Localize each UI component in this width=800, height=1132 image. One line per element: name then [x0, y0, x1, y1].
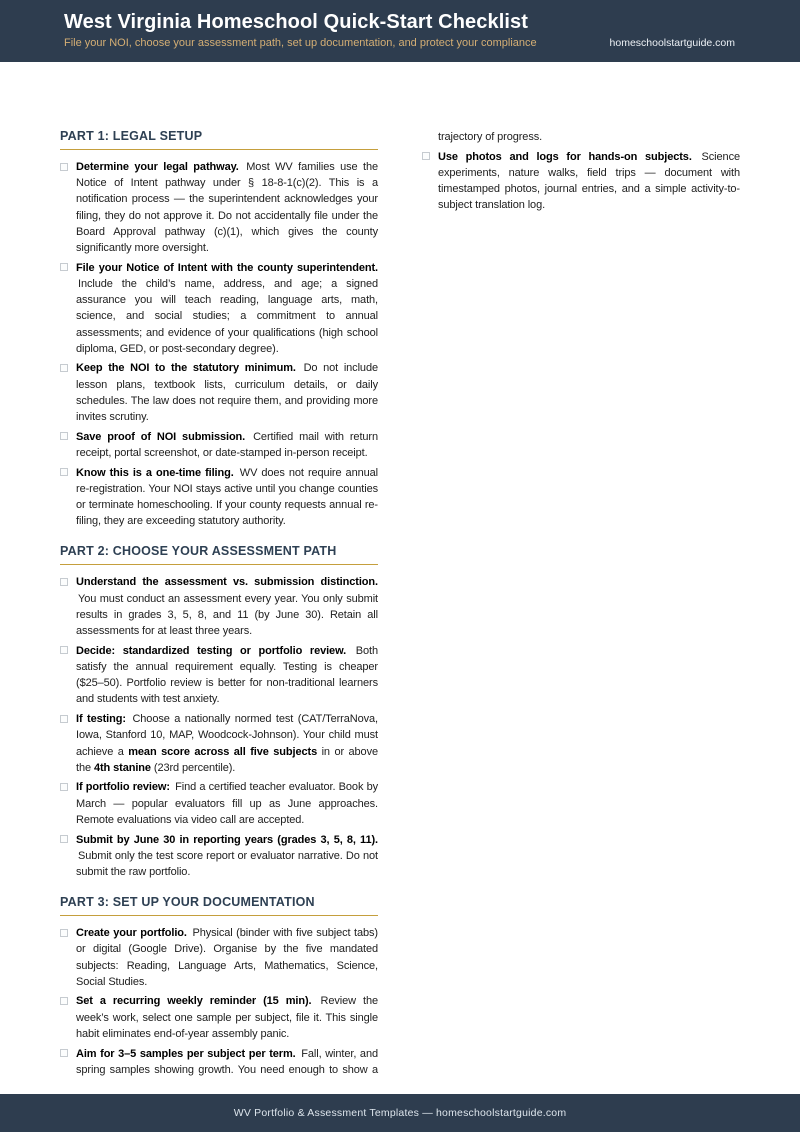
- checklist-item: [60, 832, 378, 881]
- item-checkbox[interactable]: [60, 929, 68, 937]
- heading-rule: [60, 915, 378, 916]
- item-lead: File your Notice of Intent with the county superintendent.: [76, 261, 378, 274]
- item-body: Find a certified teacher evaluator. Book by March — popular evaluators fill up as June approaches. Remote evaluations via video call are accepted.: [76, 781, 378, 826]
- item-lead: Submit by June 30 in reporting years (grades 3, 5, 8, 11).: [76, 833, 378, 846]
- section: [60, 129, 378, 529]
- item-body: You must conduct an assessment every year. You only submit results in grades 3, 5, 8, and 11 (by June 30). Retain all assessments for at least three years.: [76, 592, 378, 638]
- item-body: Do not include lesson plans, textbook lists, curriculum details, or daily schedules. The law does not require them, and providing more invites scrutiny.: [76, 362, 378, 424]
- item-lead: Decide: standardized testing or portfolio review.: [76, 644, 347, 657]
- item-body: WV does not require annual re-registration. Your NOI stays active until you change counties or terminate homeschooling. If your county requests annual re-filing, they are exceeding statutory authority.: [76, 466, 378, 528]
- section: [60, 544, 378, 880]
- header: [0, 0, 800, 62]
- page-title: West Virginia Homeschool Quick-Start Checklist: [64, 11, 528, 33]
- item-checkbox[interactable]: [60, 468, 68, 476]
- item-body: Fall, winter, and spring samples showing growth. You need enough to show a trajectory of progress.: [76, 131, 543, 1076]
- item-checkbox[interactable]: [60, 997, 68, 1005]
- item-lead: Keep the NOI to the statutory minimum.: [76, 362, 296, 375]
- item-lead: Create your portfolio.: [76, 927, 187, 940]
- item-checkbox[interactable]: [422, 152, 430, 160]
- item-checkbox[interactable]: [60, 263, 68, 271]
- item-lead: Save proof of NOI submission.: [76, 430, 246, 443]
- item-body: Review the week’s work, select one sample per subject, file it. This single habit eliminates end-of-year assembly panic.: [76, 995, 378, 1040]
- item-checkbox[interactable]: [60, 715, 68, 723]
- footer-text: WV Portfolio & Assessment Templates — homeschoolstartguide.com: [233, 1107, 567, 1119]
- footer: [0, 1094, 800, 1132]
- item-lead: Aim for 3–5 samples per subject per term.: [76, 1047, 296, 1060]
- item-lead: Understand the assessment vs. submission distinction.: [76, 576, 378, 589]
- item-checkbox[interactable]: [60, 163, 68, 171]
- checklist-item: [60, 429, 378, 461]
- checklist-item: [60, 925, 378, 990]
- item-checkbox[interactable]: [60, 835, 68, 843]
- section-heading: PART 2: CHOOSE YOUR ASSESSMENT PATH: [60, 544, 337, 559]
- checklist-item: [60, 465, 378, 530]
- item-lead: If testing:: [76, 713, 126, 726]
- item-checkbox[interactable]: [60, 364, 68, 372]
- item-checkbox[interactable]: [60, 578, 68, 586]
- checklist-item: [60, 993, 378, 1042]
- item-lead: Set a recurring weekly reminder (15 min).: [76, 995, 312, 1008]
- site-url: homeschoolstartguide.com: [609, 37, 735, 49]
- item-body: Most WV families use the Notice of Intent pathway under § 18-8-1(c)(2). This is a notification process — the superintendent acknowledges your filing, they do not approve it. Do not accidentally file under the Board Approval pathway (c)(1), which gives the county significantly more oversight.: [76, 161, 378, 255]
- heading-rule: [60, 149, 378, 150]
- item-checkbox[interactable]: [60, 783, 68, 791]
- checklist-item: [60, 574, 378, 639]
- checklist-item: [60, 360, 378, 425]
- item-body: Physical (binder with five subject tabs) or digital (Google Drive). Organise by the five mandated subjects: Reading, Language Arts, Mathematics, Science, Social Studies.: [76, 927, 378, 988]
- item-checkbox[interactable]: [60, 1049, 68, 1057]
- checklist-columns: [60, 129, 740, 1090]
- item-body: Submit only the test score report or evaluator narrative. Do not submit the raw portfolio.: [76, 849, 378, 878]
- section-heading: PART 1: LEGAL SETUP: [60, 129, 203, 143]
- item-body: Both satisfy the annual requirement equally. Testing is cheaper ($25–50). Portfolio review is better for non-traditional learners and students with test anxiety.: [76, 644, 378, 706]
- item-body: Include the child’s name, address, and age; a signed assurance you will teach reading, language arts, math, science, and social studies; a commitment to annual assessments; and evidence of your qualifications (high school diploma, GED, or post-secondary degree).: [76, 277, 378, 355]
- header-subrow: [64, 37, 735, 49]
- item-body: Choose a nationally normed test (CAT/TerraNova, Iowa, Stanford 10, MAP, Woodcock-Johnson). Your child must achieve a mean score across all five subjects in or above the 4th stanine (23rd percentile).: [76, 713, 378, 774]
- section-heading: PART 3: SET UP YOUR DOCUMENTATION: [60, 895, 315, 910]
- checklist-item: [60, 159, 378, 256]
- item-checkbox[interactable]: [60, 646, 68, 654]
- item-lead: Know this is a one-time filing.: [76, 466, 234, 479]
- item-body: Science experiments, nature walks, field trips — document with timestamped photos, journal entries, and a simple activity-to-subject translation log.: [438, 150, 740, 212]
- item-lead: Use photos and logs for hands-on subjects.: [438, 150, 692, 163]
- item-checkbox[interactable]: [60, 432, 68, 440]
- item-body: Certified mail with return receipt, portal screenshot, or date-stamped in-person receipt.: [76, 430, 378, 459]
- checklist-item: [60, 711, 378, 776]
- checklist-item: [60, 643, 378, 708]
- page-subtitle: File your NOI, choose your assessment path, set up documentation, and protect your compliance: [64, 37, 537, 49]
- checklist-item: [60, 779, 378, 828]
- checklist-item: [422, 149, 740, 214]
- heading-rule: [60, 564, 378, 565]
- item-lead: If portfolio review:: [76, 781, 170, 794]
- item-lead: Determine your legal pathway.: [76, 161, 239, 173]
- checklist-item: [60, 260, 378, 357]
